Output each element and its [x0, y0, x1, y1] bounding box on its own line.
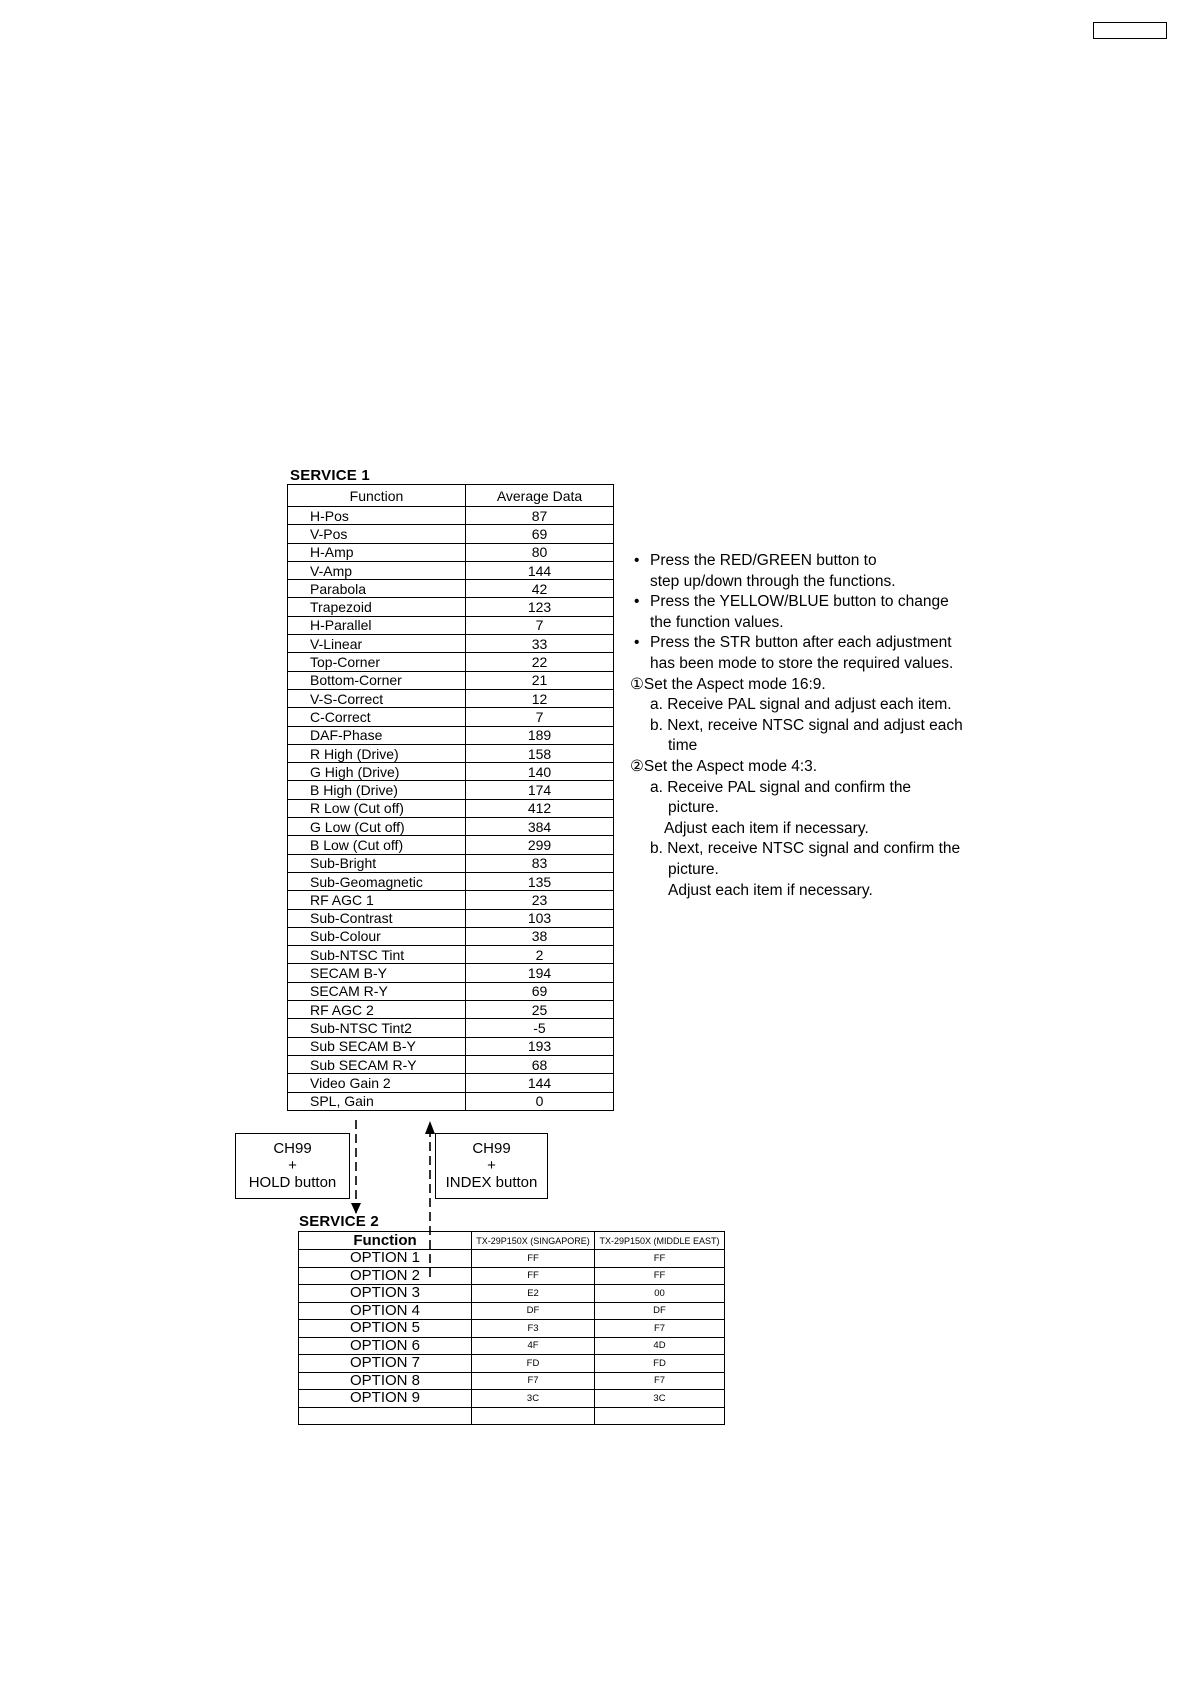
service1-title: SERVICE 1 [290, 467, 370, 484]
option-name: OPTION 9 [299, 1390, 472, 1408]
function-name: Bottom-Corner [288, 671, 466, 689]
function-name: H-Parallel [288, 616, 466, 634]
average-value: 189 [466, 726, 614, 744]
function-name: R Low (Cut off) [288, 799, 466, 817]
middle-east-value: 4D [595, 1337, 725, 1355]
step-2 [630, 757, 1010, 778]
function-name: H-Amp [288, 543, 466, 561]
function-name: Sub-Geomagnetic [288, 872, 466, 890]
option-name: OPTION 5 [299, 1320, 472, 1338]
function-name: SECAM R-Y [288, 982, 466, 1000]
service1-header-function: Function [288, 485, 466, 507]
average-value: 144 [466, 561, 614, 579]
average-value: 87 [466, 507, 614, 525]
step-2-b-line-1: b. Next, receive NTSC signal and confirm the [650, 840, 961, 858]
average-value: 69 [466, 525, 614, 543]
function-name: G Low (Cut off) [288, 818, 466, 836]
bullet-icon: • [634, 552, 640, 569]
average-value: 69 [466, 982, 614, 1000]
average-value: 68 [466, 1055, 614, 1073]
function-name: Sub SECAM B-Y [288, 1037, 466, 1055]
function-name: Sub-Contrast [288, 909, 466, 927]
average-value: 299 [466, 836, 614, 854]
function-name: SPL, Gain [288, 1092, 466, 1110]
table-row [299, 1407, 725, 1425]
table-row [299, 1390, 725, 1408]
function-name: DAF-Phase [288, 726, 466, 744]
table-row [299, 1372, 725, 1390]
average-value: 103 [466, 909, 614, 927]
middle-east-value: FF [595, 1267, 725, 1285]
function-name: RF AGC 1 [288, 891, 466, 909]
instruction-bullet-3 [630, 633, 1010, 654]
table-row [299, 1320, 725, 1338]
option-name: OPTION 4 [299, 1302, 472, 1320]
service1-header-average: Average Data [466, 485, 614, 507]
option-name: OPTION 2 [299, 1267, 472, 1285]
function-name: R High (Drive) [288, 744, 466, 762]
bullet-1-line-1: Press the RED/GREEN button to [650, 552, 877, 569]
hold-note-line2: + [288, 1157, 297, 1174]
middle-east-value: 3C [595, 1390, 725, 1408]
function-name: Trapezoid [288, 598, 466, 616]
step-2-b-line-3: Adjust each item if necessary. [668, 881, 873, 899]
average-value: 174 [466, 781, 614, 799]
function-name: H-Pos [288, 507, 466, 525]
bullet-1-line-2: step up/down through the functions. [650, 572, 896, 590]
singapore-value: FF [472, 1267, 595, 1285]
step-2-b-line-2: picture. [668, 860, 719, 878]
hold-note-line3: HOLD button [248, 1174, 337, 1191]
step-2-text: Set the Aspect mode 4:3. [643, 757, 818, 775]
middle-east-value: F7 [595, 1372, 725, 1390]
middle-east-value: FD [595, 1355, 725, 1373]
service2-header-singapore: TX-29P150X (SINGAPORE) [472, 1232, 595, 1250]
average-value: 80 [466, 543, 614, 561]
average-value: 135 [466, 872, 614, 890]
step-2-a-line-1: a. Receive PAL signal and confirm the [650, 778, 912, 796]
service2-header-row [299, 1232, 725, 1250]
option-name: OPTION 3 [299, 1285, 472, 1303]
bullet-2-line-2: the function values. [650, 613, 784, 631]
service2-title: SERVICE 2 [299, 1213, 379, 1230]
table-row [299, 1267, 725, 1285]
step-1-a: a. Receive PAL signal and adjust each item. [650, 696, 952, 714]
function-name: B Low (Cut off) [288, 836, 466, 854]
function-name: SECAM B-Y [288, 964, 466, 982]
service2-table [298, 1231, 725, 1425]
hold-note-line1: CH99 [273, 1140, 312, 1157]
average-value: 0 [466, 1092, 614, 1110]
average-value: 194 [466, 964, 614, 982]
average-value: 7 [466, 616, 614, 634]
index-note-line3: INDEX button [445, 1174, 538, 1191]
average-value: 83 [466, 854, 614, 872]
instructions [630, 551, 1010, 901]
middle-east-value [595, 1407, 725, 1425]
average-value: 412 [466, 799, 614, 817]
middle-east-value: FF [595, 1250, 725, 1268]
bullet-3-line-2: has been mode to store the required values. [650, 654, 954, 672]
step-2-a-line-2: picture. [668, 799, 719, 817]
singapore-value: FF [472, 1250, 595, 1268]
average-value: 42 [466, 580, 614, 598]
singapore-value: 4F [472, 1337, 595, 1355]
function-name: Top-Corner [288, 653, 466, 671]
step-1-marker: ① [630, 675, 644, 693]
step-1 [630, 675, 1010, 696]
instruction-bullet-1 [630, 551, 1010, 572]
function-name: G High (Drive) [288, 763, 466, 781]
step-1-b-line-2: time [668, 737, 698, 755]
singapore-value [472, 1407, 595, 1425]
average-value: 25 [466, 1001, 614, 1019]
function-name: Sub-Colour [288, 927, 466, 945]
option-name [299, 1407, 472, 1425]
bullet-icon: • [634, 634, 640, 652]
average-value: 2 [466, 946, 614, 964]
function-name: Sub-NTSC Tint2 [288, 1019, 466, 1037]
table-row [299, 1250, 725, 1268]
average-value: 193 [466, 1037, 614, 1055]
average-value: 22 [466, 653, 614, 671]
middle-east-value: 00 [595, 1285, 725, 1303]
function-name: C-Correct [288, 708, 466, 726]
average-value: 33 [466, 635, 614, 653]
average-value: 140 [466, 763, 614, 781]
instruction-bullet-2 [630, 592, 1010, 613]
option-name: OPTION 8 [299, 1372, 472, 1390]
table-row [299, 1355, 725, 1373]
average-value: 144 [466, 1074, 614, 1092]
function-name: V-Pos [288, 525, 466, 543]
singapore-value: FD [472, 1355, 595, 1373]
function-name: Sub SECAM R-Y [288, 1055, 466, 1073]
bullet-2-line-1: Press the YELLOW/BLUE button to change [650, 593, 949, 611]
service2-header-middle-east: TX-29P150X (MIDDLE EAST) [595, 1232, 725, 1250]
middle-east-value: F7 [595, 1320, 725, 1338]
step-2-marker: ② [630, 757, 644, 775]
service2-header-function: Function [299, 1232, 472, 1250]
table-row [299, 1285, 725, 1303]
step-1-b-line-1: b. Next, receive NTSC signal and adjust each [650, 716, 963, 734]
function-name: Parabola [288, 580, 466, 598]
table-row [299, 1302, 725, 1320]
average-value: 123 [466, 598, 614, 616]
average-value: 7 [466, 708, 614, 726]
average-value: -5 [466, 1019, 614, 1037]
average-value: 21 [466, 671, 614, 689]
bullet-3-line-1: Press the STR button after each adjustment [650, 634, 952, 652]
average-value: 23 [466, 891, 614, 909]
option-name: OPTION 6 [299, 1337, 472, 1355]
function-name: Sub-Bright [288, 854, 466, 872]
function-name: Sub-NTSC Tint [288, 946, 466, 964]
index-note-line2: + [487, 1157, 496, 1174]
singapore-value: 3C [472, 1390, 595, 1408]
function-name: V-Linear [288, 635, 466, 653]
average-value: 158 [466, 744, 614, 762]
middle-east-value: DF [595, 1302, 725, 1320]
average-value: 38 [466, 927, 614, 945]
singapore-value: F7 [472, 1372, 595, 1390]
function-name: B High (Drive) [288, 781, 466, 799]
option-name: OPTION 7 [299, 1355, 472, 1373]
service2-rows [299, 1250, 725, 1425]
index-note-line1: CH99 [472, 1140, 511, 1157]
step-2-a-line-3: Adjust each item if necessary. [664, 819, 869, 837]
arrow-up-head [425, 1121, 435, 1134]
function-name: Video Gain 2 [288, 1074, 466, 1092]
bullet-icon: • [634, 593, 640, 611]
step-1-text: Set the Aspect mode 16:9. [643, 675, 826, 693]
singapore-value: F3 [472, 1320, 595, 1338]
table-row [299, 1337, 725, 1355]
function-name: RF AGC 2 [288, 1001, 466, 1019]
average-value: 12 [466, 689, 614, 707]
option-name: OPTION 1 [299, 1250, 472, 1268]
singapore-value: DF [472, 1302, 595, 1320]
function-name: V-Amp [288, 561, 466, 579]
average-value: 384 [466, 818, 614, 836]
singapore-value: E2 [472, 1285, 595, 1303]
function-name: V-S-Correct [288, 689, 466, 707]
